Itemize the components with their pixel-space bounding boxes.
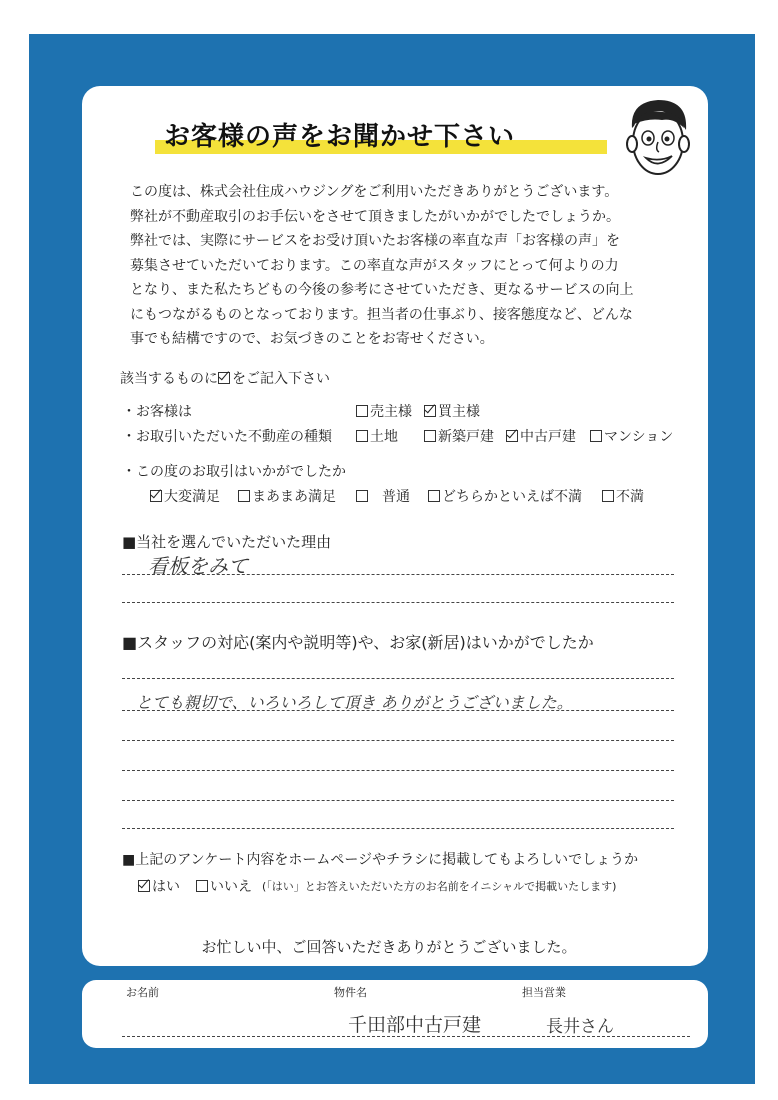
option-label: 大変満足 [164,489,220,505]
name-label: お名前 [126,986,159,999]
option-label: 中古戸建 [520,429,576,445]
checkbox[interactable] [356,405,368,417]
answer-line [122,740,674,741]
staff-heading: ■スタッフの対応(案内や説明等)や、お家(新居)はいかがでしたか [122,633,594,652]
answer-line [122,602,674,603]
option-label: 不満 [616,489,644,505]
option-label: 買主様 [438,404,480,420]
option-yes[interactable] [138,876,180,896]
answer-line [122,800,674,801]
reason-answer[interactable]: 看板をみて [148,554,248,578]
intro-line: 事でも結構ですので、お気づきのことをお寄せください。 [130,331,494,347]
option-used-house[interactable] [506,426,576,446]
property-label: 物件名 [334,986,367,999]
intro-line: この度は、株式会社住成ハウジングをご利用いただきありがとうございます。 [130,184,619,200]
page-title: お客様の声をお聞かせ下さい [164,122,516,152]
checkbox[interactable] [196,880,208,892]
option-label: 売主様 [370,404,412,420]
footer-line [122,1036,690,1037]
option-label: 普通 [382,489,410,505]
checkbox[interactable] [238,490,250,502]
option-somewhat-satisfied[interactable] [238,486,336,506]
sales-label: 担当営業 [522,986,566,999]
option-seller[interactable] [356,401,412,421]
checkbox-checked[interactable] [424,405,436,417]
intro-line: 弊社が不動産取引のお手伝いをさせて頂きましたがいかがでしたでしょうか。 [130,208,620,225]
option-label: マンション [604,429,674,445]
checkbox-checked[interactable] [506,430,518,442]
checkbox[interactable] [356,430,368,442]
checkbox-checked[interactable] [150,490,162,502]
checkbox[interactable] [428,490,440,502]
publish-note: (「はい」とお答えいただいた方のお名前をイニシャルで掲載いたします) [262,880,617,893]
mascot-face-icon [618,94,698,184]
intro-text [130,180,690,352]
thanks-message: お忙しい中、ご回答いただきありがとうございました。 [201,938,577,956]
reason-heading: ■当社を選んでいただいた理由 [122,533,332,551]
checkbox[interactable] [356,490,368,502]
option-mansion[interactable] [590,426,673,446]
q-satisfaction-label: ・この度のお取引はいかがでしたか [122,464,346,480]
q-property-label: ・お取引いただいた不動産の種類 [122,429,332,445]
checkmark-icon [218,372,230,384]
option-label: どちらかといえば不満 [442,489,582,505]
staff-answer[interactable]: とても親切で、いろいろして頂き ありがとうございました。 [136,693,573,712]
option-label: 土地 [370,429,398,445]
answer-line [122,574,674,575]
option-buyer[interactable] [424,401,480,421]
sales-value[interactable]: 長井さん [546,1017,614,1037]
option-land[interactable] [356,426,398,446]
answer-line [122,770,674,771]
q-customer-label: ・お客様は [122,404,192,420]
publish-heading: ■上記のアンケート内容をホームページやチラシに掲載してもよろしいでしょうか [122,852,639,868]
answer-line [122,828,674,829]
checkbox[interactable] [424,430,436,442]
property-value[interactable]: 千田部中古戸建 [348,1014,482,1036]
answer-line [122,710,674,711]
option-label: まあまあ満足 [252,489,336,505]
option-very-satisfied[interactable] [150,486,220,506]
intro-line: となり、また私たちどもの今後の参考にさせていただき、更なるサービスの向上 [130,282,634,298]
option-no[interactable] [196,876,252,896]
checkbox[interactable] [590,430,602,442]
intro-line: にもつながるものとなっております。担当者の仕事ぶり、接客態度など、どんな [130,306,633,323]
option-dissatisfied[interactable] [602,486,644,506]
option-label: 新築戸建 [438,429,494,445]
option-label: はい [152,879,180,895]
instruction-prefix: 該当するものに [120,371,218,387]
checkbox-checked[interactable] [138,880,150,892]
option-new-house[interactable] [424,426,494,446]
instruction-line [120,368,330,388]
answer-line [122,678,674,679]
checkbox[interactable] [602,490,614,502]
option-label: いいえ [210,879,252,895]
option-normal[interactable] [356,486,410,506]
instruction-suffix: をご記入下さい [232,371,330,387]
intro-line: 募集させていただいております。この率直な声がスタッフにとって何よりの力 [130,257,619,274]
option-somewhat-dissatisfied[interactable] [428,486,582,506]
intro-line: 弊社では、実際にサービスをお受け頂いたお客様の率直な声「お客様の声」を [130,233,620,249]
